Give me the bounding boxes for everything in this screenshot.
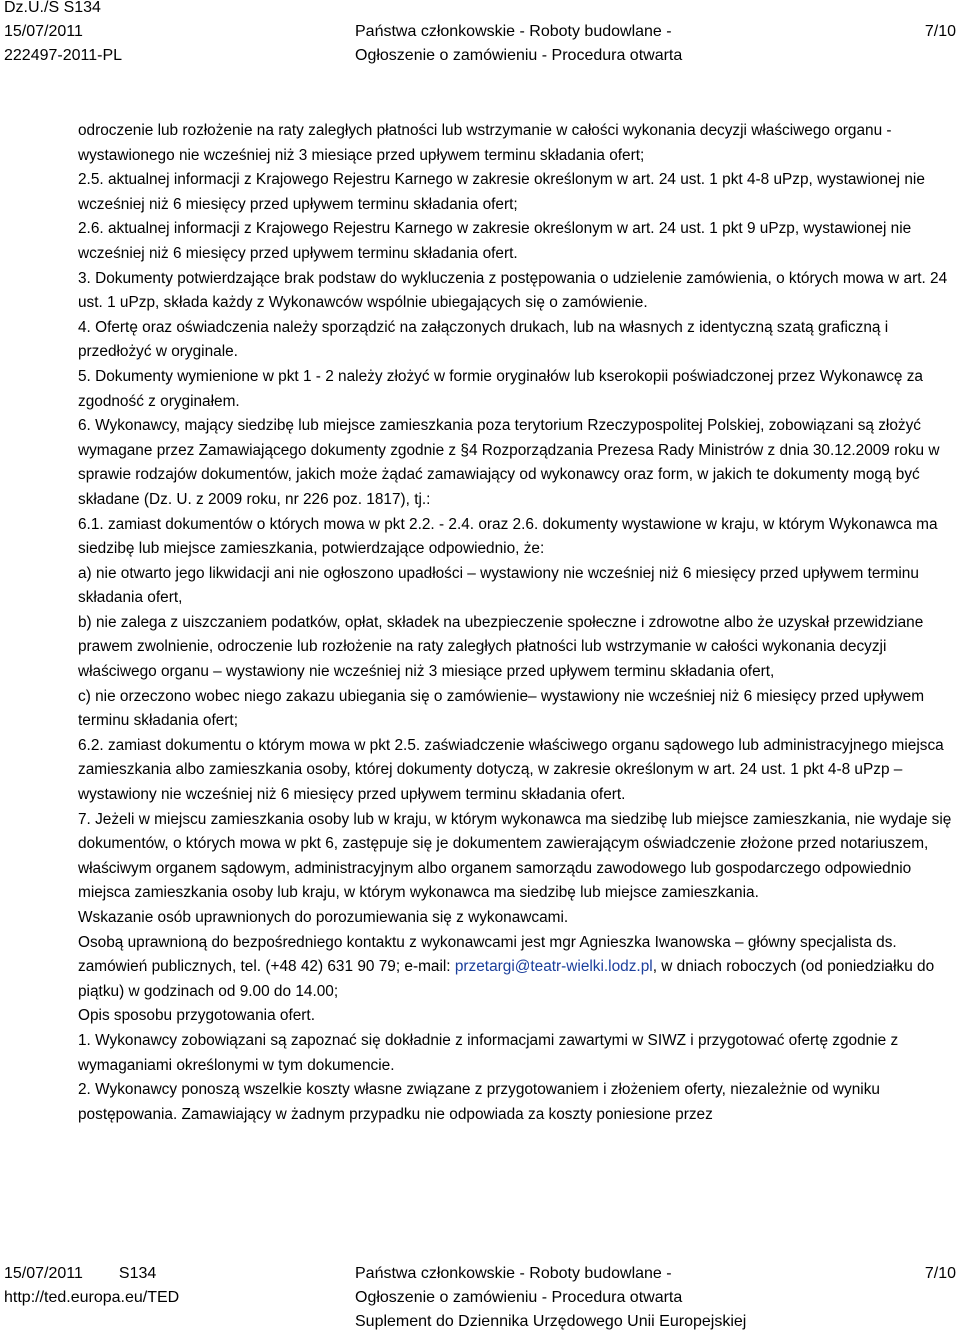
footer-series: S134 xyxy=(118,1265,157,1282)
paragraph: a) nie otwarto jego likwidacji ani nie ogłoszono upadłości – wystawiony nie wcześniej niż 6 miesięcy przed upływem terminu składania ofert, xyxy=(78,564,919,607)
paragraph: 2.6. aktualnej informacji z Krajowego Rejestru Karnego w zakresie określonym w art. 24 ust. 1 pkt 9 uPzp, wystawionej nie wcześniej niż 6 miesięcy przed upływem terminu składania ofert. xyxy=(78,220,912,262)
doc-id: Dz.U./S S134 xyxy=(4,0,101,16)
email-link[interactable]: przetargi@teatr-wielki.lodz.pl xyxy=(454,958,653,976)
footer-left xyxy=(4,1262,179,1310)
paragraph: Opis sposobu przygotowania ofert. xyxy=(78,1007,315,1025)
contact-paragraph xyxy=(78,931,958,1005)
paragraph: Wskazanie osób uprawnionych do porozumiewania się z wykonawcami. xyxy=(78,909,569,926)
footer-title-line2: Ogłoszenie o zamówieniu - Procedura otwarta xyxy=(355,1289,683,1306)
paragraph: odroczenie lub rozłożenie na raty zaległych płatności lub wstrzymanie w całości wykonania decyzji właściwego organu - wystawionego nie wcześniej niż 3 miesiące przed upływem terminu składania ofert; xyxy=(78,122,892,164)
document-body xyxy=(78,119,958,1127)
footer-title xyxy=(355,1262,746,1334)
paragraph: 3. Dokumenty potwierdzające brak podstaw do wykluczenia z postępowania o udzielenie zamówienia, o których mowa w art. 24 ust. 1 uPzp, składa każdy z Wykonawców wspólnie ubiegających się o zamówienie. xyxy=(78,269,948,312)
header-left xyxy=(4,0,122,68)
paragraph: 5. Dokumenty wymienione w pkt 1 - 2 należy złożyć w formie oryginałów lub kserokopii poświadczonej przez Wykonawcę za zgodność z oryginałem. xyxy=(78,367,923,410)
header-title-line1: Państwa członkowskie - Roboty budowlane - xyxy=(355,23,672,40)
footer-date: 15/07/2011 xyxy=(4,1265,83,1282)
paragraph: 1. Wykonawcy zobowiązani są zapoznać się dokładnie z informacjami zawartymi w SIWZ i przygotować ofertę zgodnie z wymaganiami określonymi w tym dokumencie. xyxy=(78,1031,899,1074)
paragraph: 2.5. aktualnej informacji z Krajowego Rejestru Karnego w zakresie określonym w art. 24 ust. 1 pkt 4-8 uPzp, wystawionej nie wcześniej niż 6 miesięcy przed upływem terminu składania ofert; xyxy=(78,171,925,213)
paragraph: 6.2. zamiast dokumentu o którym mowa w pkt 2.5. zaświadczenie właściwego organu sądowego lub administracyjnego miejsca zamieszkania albo zamieszkania osoby, której dokumenty dotyczą, w zakresie określonym w art. 24 ust. 1 pkt 4-8 uPzp – wystawiony nie wcześniej niż 6 miesięcy przed upływem terminu składania ofert. xyxy=(78,736,944,804)
header-title xyxy=(355,20,715,68)
header-page-number: 7/10 xyxy=(924,23,956,40)
paragraph: 6. Wykonawcy, mający siedzibę lub miejsce zamieszkania poza terytorium Rzeczypospolitej Polskiej, zobowiązani są złożyć wymagane przez Zamawiającego dokumenty zgodnie z §4 Rozporządzania Prezesa Rady Ministrów z dnia 30.12.2009 roku w sprawie rodzajów dokumentów, jakich może żądać zamawiający od wykonawcy oraz form, w jakich te dokumenty mogą być składane (Dz. U. z 2009 roku, nr 226 poz. 1817), tj.: xyxy=(78,417,940,508)
contact-text-after: , w dniach roboczych (od poniedziałku do piątku) w godzinach od 9.00 do 14.00; xyxy=(78,958,935,1000)
paragraph: 7. Jeżeli w miejscu zamieszkania osoby lub w kraju, w którym wykonawca ma siedzibę lub miejsce zamieszkania, nie wydaje się dokumentów, o których mowa w pkt 6, zastępuje się je dokumentem zawierającym oświadczenie złożone przed notariuszem, właściwym organem sądowym, administracyjnym albo organem samorządu zawodowego lub gospodarczego odpowiednio miejsca zamieszkania osoby lub kraju, w którym wykonawca ma siedzibę lub miejsce zamieszkania. xyxy=(78,810,952,902)
footer-title-line1: Państwa członkowskie - Roboty budowlane - xyxy=(355,1265,672,1282)
paragraph: b) nie zalega z uiszczaniem podatków, opłat, składek na ubezpieczenie społeczne i zdrowotne albo że uzyskał przewidziane prawem zwolnienie, odroczenie lub rozłożenie na raty zaległych płatności lub wstrzymanie w całości wykonania decyzji właściwego organu – wystawiony nie wcześniej niż 3 miesiące przed upływem terminu składania ofert, xyxy=(78,613,924,681)
footer-page-number: 7/10 xyxy=(924,1265,956,1282)
header-date: 15/07/2011 xyxy=(4,23,83,40)
header-title-line2: Ogłoszenie o zamówieniu - Procedura otwarta xyxy=(355,47,683,64)
page-header xyxy=(0,0,960,72)
paragraph: 6.1. zamiast dokumentów o których mowa w pkt 2.2. - 2.4. oraz 2.6. dokumenty wystawione w kraju, w którym Wykonawca ma siedzibę lub miejsce zamieszkania, potwierdzające odpowiednio, że: xyxy=(78,515,938,558)
footer-url[interactable]: http://ted.europa.eu/TED xyxy=(4,1289,180,1306)
page-footer xyxy=(0,1262,960,1334)
paragraph: 4. Ofertę oraz oświadczenia należy sporządzić na załączonych drukach, lub na własnych z identyczną szatą graficzną i przedłożyć w oryginale. xyxy=(78,318,889,361)
paragraph: c) nie orzeczono wobec niego zakazu ubiegania się o zamówienie– wystawiony nie wcześniej niż 6 miesięcy przed upływem terminu składania ofert; xyxy=(78,687,925,730)
footer-title-line3: Suplement do Dziennika Urzędowego Unii Europejskiej xyxy=(355,1313,747,1330)
notice-number: 222497-2011-PL xyxy=(4,47,123,64)
contact-text: Osobą uprawnioną do bezpośredniego kontaktu z wykonawcami jest mgr Agnieszka Iwanowska – główny specjalista ds. zamówień publicznych, tel. (+48 42) 631 90 79; e-mail: xyxy=(78,933,897,976)
paragraph: 2. Wykonawcy ponoszą wszelkie koszty własne związane z przygotowaniem i złożeniem oferty, niezależnie od wyniku postępowania. Zamawiający w żadnym przypadku nie odpowiada za koszty poniesione przez xyxy=(78,1081,880,1123)
